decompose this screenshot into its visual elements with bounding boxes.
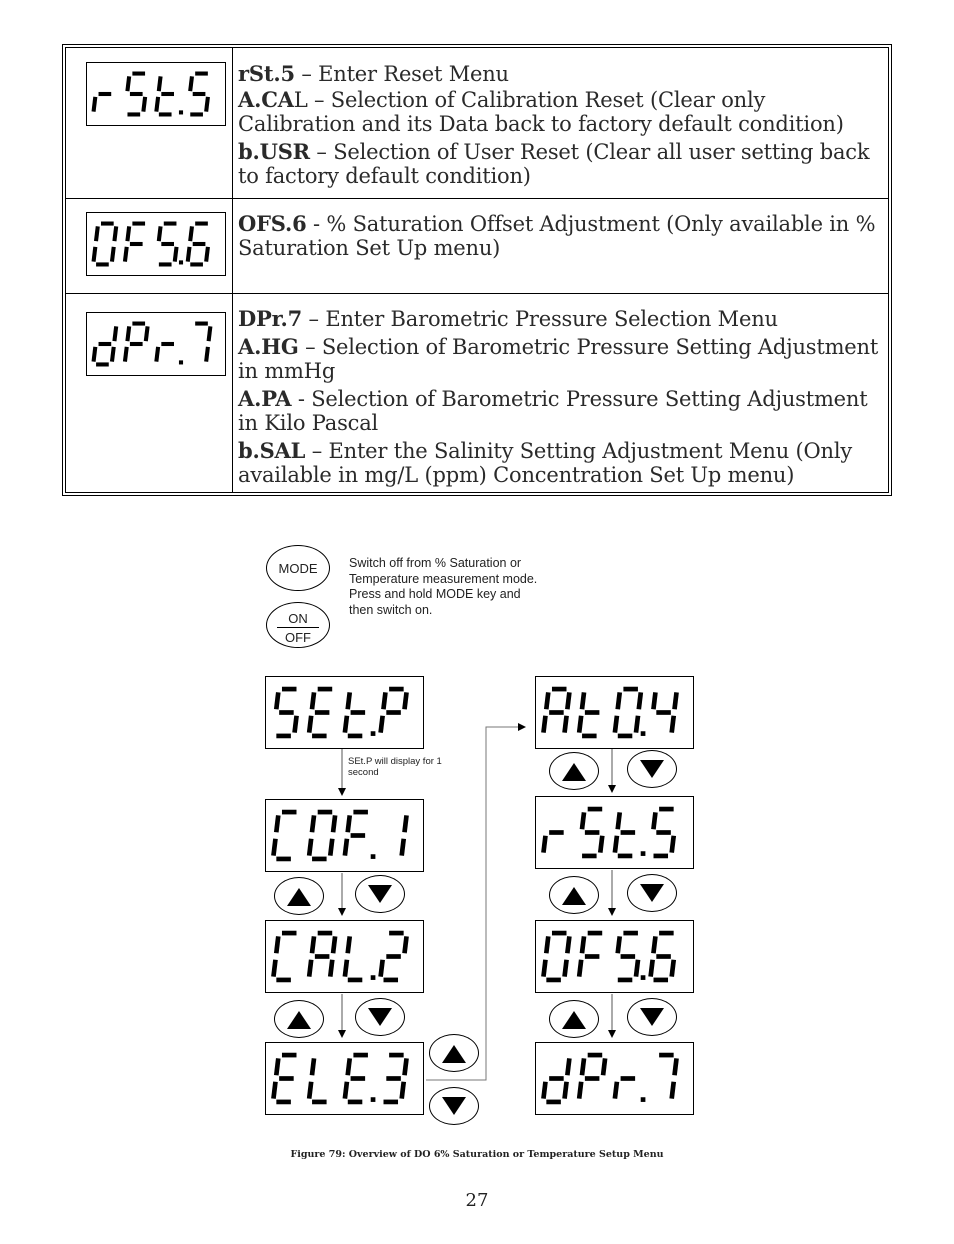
lcd-segment <box>672 1082 674 1099</box>
lcd-decimal-point <box>371 1097 376 1102</box>
lcd-segment <box>402 1082 404 1099</box>
lcd-segment <box>405 692 407 709</box>
mode-key-label: MODE <box>278 561 318 576</box>
lcd-segment <box>579 960 581 977</box>
lcd-decimal-point <box>641 975 646 980</box>
lcd-segments <box>536 1043 693 1114</box>
lcd-display-setp <box>265 676 424 749</box>
lcd-segment <box>603 1058 605 1075</box>
lcd-segment <box>567 692 569 709</box>
down-button[interactable] <box>355 998 405 1036</box>
lcd-segment <box>276 815 278 832</box>
lcd-segment <box>565 1082 567 1099</box>
lcd-segment <box>348 815 350 832</box>
lcd-segment <box>348 936 350 953</box>
up-triangle-icon <box>550 877 598 913</box>
up-button[interactable] <box>549 1000 599 1038</box>
up-button[interactable] <box>549 876 599 914</box>
mode-key[interactable] <box>266 545 330 591</box>
lcd-segment <box>615 836 617 853</box>
term-desc: – Enter Reset Menu <box>294 62 509 86</box>
lcd-segment <box>615 1082 617 1099</box>
lcd-segment <box>273 960 275 977</box>
lcd-segment <box>309 839 311 856</box>
down-triangle-icon <box>356 999 404 1035</box>
lcd-segment <box>348 692 350 709</box>
lcd-display-rst5-flow <box>535 796 694 869</box>
lcd-segment <box>672 716 674 733</box>
lcd-segment <box>543 836 545 853</box>
lcd-segment <box>579 1082 581 1099</box>
lcd-segment <box>618 812 620 829</box>
lcd-segment <box>312 692 314 709</box>
lcd-segment <box>333 815 335 832</box>
lcd-segments <box>266 677 423 748</box>
lcd-segment <box>582 1058 584 1075</box>
term-desc: - % Saturation Offset Adjustment (Only available in % Saturation Set Up menu) <box>238 212 876 260</box>
down-triangle-icon <box>628 875 676 911</box>
term: b.SAL <box>238 438 306 463</box>
lcd-decimal-point <box>371 854 376 859</box>
term: rSt.5 <box>238 61 295 86</box>
up-triangle-icon <box>550 753 598 789</box>
up-triangle-icon <box>430 1035 478 1071</box>
up-button[interactable] <box>274 877 324 915</box>
lcd-segment <box>672 960 674 977</box>
up-triangle-icon <box>275 878 323 914</box>
up-button[interactable] <box>274 1000 324 1038</box>
down-button[interactable] <box>627 874 677 912</box>
lcd-segment <box>567 1058 569 1075</box>
lcd-segment <box>345 839 347 856</box>
lcd-segment <box>582 692 584 709</box>
lcd-segment <box>402 839 404 856</box>
lcd-segment <box>567 936 569 953</box>
lcd-display-ele3 <box>265 1042 424 1115</box>
lcd-segment <box>345 716 347 733</box>
term-desc: – Enter Barometric Pressure Selection Menu <box>302 307 778 331</box>
lcd-segment <box>582 812 584 829</box>
lcd-segment <box>381 960 383 977</box>
lcd-segment <box>273 1082 275 1099</box>
lcd-segment <box>651 960 653 977</box>
lcd-segment <box>615 716 617 733</box>
up-button[interactable] <box>429 1034 479 1072</box>
lcd-display-ato4 <box>535 676 694 749</box>
lcd-decimal-point <box>641 851 646 856</box>
term: OFS.6 <box>238 211 307 236</box>
lcd-segment <box>618 936 620 953</box>
term-desc: L – Selection of Calibration Reset (Clear only Calibration and its Data back to factory default condition) <box>238 88 844 136</box>
lcd-decimal-point <box>371 731 376 736</box>
down-button[interactable] <box>627 750 677 788</box>
lcd-segment <box>312 1058 314 1075</box>
lcd-segment <box>309 1082 311 1099</box>
lcd-segment <box>546 936 548 953</box>
setp-note: SEt.P will display for 1 second <box>348 756 442 778</box>
term: A.HG <box>238 334 299 359</box>
lcd-segment <box>618 692 620 709</box>
flow-arrow <box>426 727 525 1080</box>
down-triangle-icon <box>628 999 676 1035</box>
lcd-segment <box>546 692 548 709</box>
lcd-segment <box>330 960 332 977</box>
page-number: 27 <box>465 1190 489 1211</box>
lcd-display-dpr7-flow <box>535 1042 694 1115</box>
term: A.CA <box>238 87 294 112</box>
term-desc: – Enter the Salinity Setting Adjustment Menu (Only available in mg/L (ppm) Concentration Set Up menu) <box>238 439 853 487</box>
lcd-segment <box>333 936 335 953</box>
lcd-segment <box>273 839 275 856</box>
lcd-segments <box>266 800 423 871</box>
lcd-segment <box>276 936 278 953</box>
lcd-segment <box>582 936 584 953</box>
lcd-segment <box>543 1082 545 1099</box>
lcd-segment <box>636 716 638 733</box>
figure-caption: Figure 79: Overview of DO 6% Saturation or Temperature Setup Menu <box>290 1149 664 1160</box>
lcd-segment <box>312 936 314 953</box>
lcd-display-cof1 <box>265 799 424 872</box>
down-button[interactable] <box>429 1087 479 1125</box>
lcd-segment <box>675 692 677 709</box>
lcd-segment <box>295 716 297 733</box>
lcd-segment <box>345 960 347 977</box>
lcd-decimal-point <box>371 975 376 980</box>
down-triangle-icon <box>628 751 676 787</box>
lcd-segment <box>579 716 581 733</box>
lcd-segment <box>383 692 385 709</box>
lcd-decimal-point <box>641 731 646 736</box>
lcd-segments <box>536 797 693 868</box>
lcd-segment <box>276 1058 278 1075</box>
lcd-display-cal2 <box>265 920 424 993</box>
lcd-segment <box>405 936 407 953</box>
lcd-segment <box>675 1058 677 1075</box>
lcd-segments <box>266 921 423 992</box>
lcd-segment <box>565 716 567 733</box>
lcd-segment <box>653 692 655 709</box>
term: DPr.7 <box>238 306 303 331</box>
down-triangle-icon <box>356 876 404 912</box>
lcd-decimal-point <box>641 1097 646 1102</box>
lcd-segment <box>672 836 674 853</box>
term-desc: – Selection of Barometric Pressure Setting Adjustment in mmHg <box>238 335 879 383</box>
term-desc: - Selection of Barometric Pressure Setting Adjustment in Kilo Pascal <box>238 387 868 435</box>
lcd-segment <box>405 1058 407 1075</box>
off-label: OFF <box>285 630 311 645</box>
lcd-segment <box>636 960 638 977</box>
lcd-segments <box>266 1043 423 1114</box>
lcd-segment <box>309 960 311 977</box>
lcd-segment <box>330 839 332 856</box>
lcd-segment <box>565 960 567 977</box>
on-off-divider <box>277 627 319 628</box>
lcd-segment <box>276 692 278 709</box>
lcd-display-ofs6-flow <box>535 920 694 993</box>
instruction-text: Switch off from % Saturation or Temperature measurement mode. Press and hold MODE key and then switch on. <box>349 556 538 617</box>
lcd-segment <box>653 936 655 953</box>
on-label: ON <box>288 611 308 626</box>
lcd-segment <box>600 836 602 853</box>
term-desc: – Selection of User Reset (Clear all user setting back to factory default condition) <box>238 140 870 188</box>
lcd-segment <box>345 1082 347 1099</box>
lcd-segment <box>381 716 383 733</box>
lcd-segments <box>536 677 693 748</box>
up-triangle-icon <box>550 1001 598 1037</box>
lcd-segment <box>653 812 655 829</box>
down-triangle-icon <box>430 1088 478 1124</box>
lcd-segment <box>543 716 545 733</box>
lcd-segment <box>639 692 641 709</box>
lcd-segment <box>543 960 545 977</box>
down-button[interactable] <box>627 998 677 1036</box>
lcd-segments <box>536 921 693 992</box>
lcd-segment <box>348 1058 350 1075</box>
lcd-segment <box>309 716 311 733</box>
term: A.PA <box>238 386 292 411</box>
up-button[interactable] <box>549 752 599 790</box>
term: b.USR <box>238 139 310 164</box>
lcd-segment <box>405 815 407 832</box>
down-button[interactable] <box>355 875 405 913</box>
on-off-key[interactable] <box>266 602 330 648</box>
lcd-segment <box>312 815 314 832</box>
up-triangle-icon <box>275 1001 323 1037</box>
